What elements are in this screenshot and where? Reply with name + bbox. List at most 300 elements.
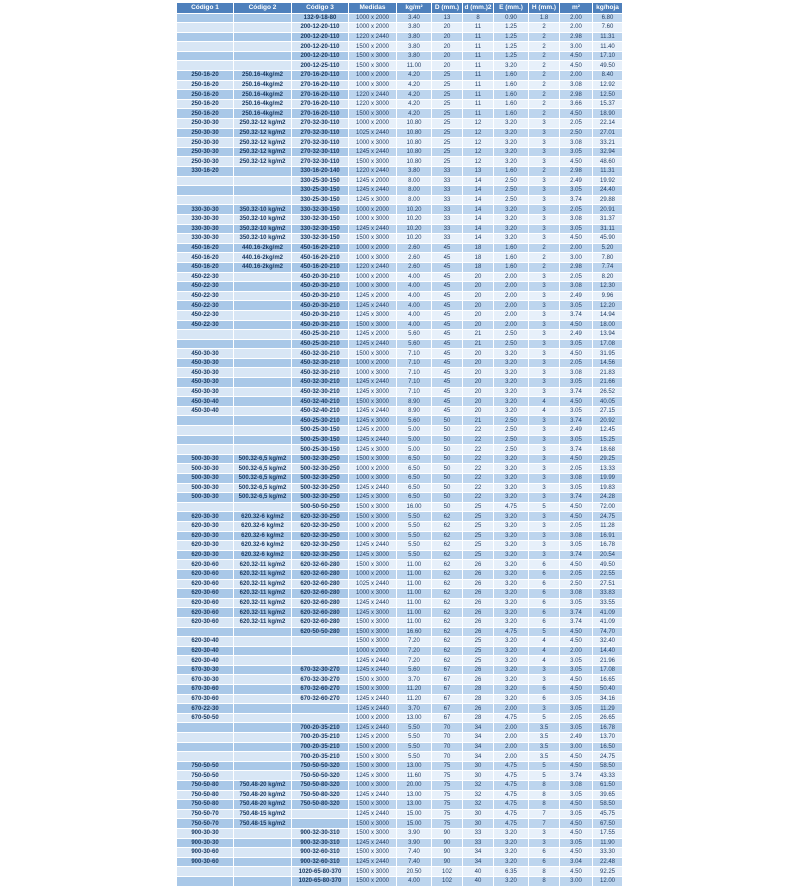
cell-medidas: 1500 x 3000 (349, 637, 397, 647)
cell-kg-m2: 7.40 (397, 848, 432, 858)
cell-d-interior: 12 (463, 147, 494, 157)
column-header-kg-m2: kg/m² (397, 3, 432, 14)
cell-kg-m2: 4.20 (397, 71, 432, 81)
cell-codigo1: 450-30-30 (177, 349, 234, 359)
column-header-medidas: Medidas (349, 3, 397, 14)
cell-d-interior: 14 (463, 234, 494, 244)
cell-e-espesor: 3.20 (494, 521, 529, 531)
cell-codigo2: 750.48-20 kg/m2 (234, 781, 292, 791)
cell-codigo1 (177, 445, 234, 455)
cell-codigo3: 200-12-20-110 (292, 32, 349, 42)
cell-kg-hoja: 12.30 (593, 282, 623, 292)
cell-e-espesor: 4.75 (494, 627, 529, 637)
cell-codigo3: 750-50-80-320 (292, 781, 349, 791)
cell-e-espesor: 3.20 (494, 848, 529, 858)
cell-e-espesor: 1.60 (494, 262, 529, 272)
table-row (177, 685, 623, 695)
cell-h-altura: 3 (529, 310, 560, 320)
table-row (177, 550, 623, 560)
cell-m2: 3.05 (560, 339, 593, 349)
cell-h-altura: 2 (529, 80, 560, 90)
cell-codigo3: 900-32-60-310 (292, 848, 349, 858)
cell-e-espesor: 2.00 (494, 320, 529, 330)
cell-codigo1 (177, 330, 234, 340)
cell-medidas: 1000 x 3000 (349, 368, 397, 378)
cell-d-exterior: 25 (432, 99, 463, 109)
table-row (177, 541, 623, 551)
cell-codigo1: 900-30-60 (177, 848, 234, 858)
cell-h-altura: 3 (529, 454, 560, 464)
cell-codigo1: 750-50-50 (177, 771, 234, 781)
cell-e-espesor: 3.20 (494, 368, 529, 378)
cell-m2: 3.05 (560, 186, 593, 196)
cell-codigo1: 670-30-30 (177, 665, 234, 675)
cell-kg-m2: 11.20 (397, 685, 432, 695)
cell-d-exterior: 20 (432, 23, 463, 33)
cell-codigo3: 330-32-30-150 (292, 214, 349, 224)
cell-kg-hoja: 16.50 (593, 742, 623, 752)
cell-kg-m2: 5.00 (397, 445, 432, 455)
cell-codigo2 (234, 320, 292, 330)
cell-m2: 3.74 (560, 771, 593, 781)
cell-codigo2: 620.32-11 kg/m2 (234, 579, 292, 589)
cell-codigo3: 450-32-40-210 (292, 397, 349, 407)
cell-codigo1: 450-30-30 (177, 368, 234, 378)
cell-d-interior: 13 (463, 167, 494, 177)
table-row (177, 627, 623, 637)
cell-e-espesor: 3.20 (494, 387, 529, 397)
cell-h-altura: 2 (529, 42, 560, 52)
cell-codigo1 (177, 876, 234, 886)
cell-d-exterior: 33 (432, 214, 463, 224)
cell-e-espesor: 3.20 (494, 157, 529, 167)
cell-kg-m2: 7.10 (397, 368, 432, 378)
cell-codigo3: 500-32-30-250 (292, 464, 349, 474)
cell-kg-hoja: 16.78 (593, 723, 623, 733)
cell-e-espesor: 1.25 (494, 42, 529, 52)
cell-medidas: 1220 x 2440 (349, 32, 397, 42)
cell-h-altura: 2 (529, 167, 560, 177)
cell-m2: 2.50 (560, 579, 593, 589)
cell-codigo1: 750-50-80 (177, 790, 234, 800)
cell-kg-m2: 7.10 (397, 378, 432, 388)
cell-e-espesor: 3.20 (494, 838, 529, 848)
cell-e-espesor: 3.20 (494, 378, 529, 388)
cell-d-interior: 26 (463, 589, 494, 599)
cell-codigo3: 620-50-50-280 (292, 627, 349, 637)
cell-d-interior: 30 (463, 771, 494, 781)
cell-codigo3: 750-50-50-320 (292, 761, 349, 771)
cell-d-exterior: 67 (432, 713, 463, 723)
cell-d-interior: 20 (463, 358, 494, 368)
cell-m2: 2.05 (560, 521, 593, 531)
table-row (177, 51, 623, 61)
cell-d-exterior: 20 (432, 61, 463, 71)
cell-e-espesor: 2.00 (494, 272, 529, 282)
cell-d-interior: 22 (463, 426, 494, 436)
cell-codigo2: 350.32-10 kg/m2 (234, 234, 292, 244)
cell-kg-m2: 10.20 (397, 205, 432, 215)
cell-d-exterior: 62 (432, 541, 463, 551)
cell-h-altura: 4 (529, 656, 560, 666)
cell-h-altura: 2 (529, 71, 560, 81)
cell-h-altura: 4 (529, 397, 560, 407)
cell-kg-hoja: 45.75 (593, 809, 623, 819)
cell-kg-hoja: 18.00 (593, 320, 623, 330)
cell-h-altura: 3 (529, 435, 560, 445)
cell-codigo3: 500-25-30-150 (292, 426, 349, 436)
cell-d-exterior: 25 (432, 109, 463, 119)
cell-kg-hoja: 32.40 (593, 637, 623, 647)
cell-codigo3: 500-32-30-250 (292, 493, 349, 503)
cell-d-interior: 22 (463, 464, 494, 474)
cell-d-interior: 34 (463, 857, 494, 867)
cell-kg-m2: 4.20 (397, 90, 432, 100)
cell-codigo2 (234, 637, 292, 647)
cell-codigo1: 500-30-30 (177, 483, 234, 493)
cell-codigo1: 250-30-30 (177, 138, 234, 148)
cell-kg-m2: 10.20 (397, 224, 432, 234)
table-row (177, 358, 623, 368)
cell-medidas: 1500 x 3000 (349, 234, 397, 244)
cell-codigo3: 500-32-30-250 (292, 474, 349, 484)
cell-kg-m2: 10.80 (397, 147, 432, 157)
cell-h-altura: 6 (529, 857, 560, 867)
cell-codigo1: 620-30-30 (177, 512, 234, 522)
cell-codigo2 (234, 282, 292, 292)
cell-kg-hoja: 19.83 (593, 483, 623, 493)
cell-e-espesor: 3.20 (494, 646, 529, 656)
cell-codigo1: 900-30-30 (177, 838, 234, 848)
cell-e-espesor: 3.20 (494, 569, 529, 579)
cell-h-altura: 3.5 (529, 752, 560, 762)
cell-codigo3: 270-16-20-110 (292, 99, 349, 109)
cell-h-altura: 8 (529, 876, 560, 886)
cell-m2: 3.08 (560, 781, 593, 791)
cell-codigo1: 620-30-60 (177, 589, 234, 599)
cell-e-espesor: 3.20 (494, 214, 529, 224)
cell-kg-hoja: 16.91 (593, 531, 623, 541)
cell-d-exterior: 62 (432, 550, 463, 560)
cell-codigo2 (234, 272, 292, 282)
cell-kg-hoja: 20.91 (593, 205, 623, 215)
table-row (177, 761, 623, 771)
cell-kg-m2: 5.60 (397, 665, 432, 675)
cell-codigo1: 450-22-30 (177, 291, 234, 301)
cell-codigo2: 250.16-4kg/m2 (234, 90, 292, 100)
cell-h-altura: 3 (529, 214, 560, 224)
cell-medidas: 1000 x 2000 (349, 569, 397, 579)
cell-e-espesor: 3.20 (494, 205, 529, 215)
cell-codigo3: 450-20-30-210 (292, 301, 349, 311)
cell-kg-m2: 3.80 (397, 32, 432, 42)
cell-codigo1 (177, 426, 234, 436)
cell-m2: 4.50 (560, 800, 593, 810)
cell-codigo3: 500-50-50-250 (292, 502, 349, 512)
cell-h-altura: 3 (529, 128, 560, 138)
product-table-container (176, 2, 623, 887)
cell-m2: 4.50 (560, 819, 593, 829)
cell-e-espesor: 3.20 (494, 61, 529, 71)
cell-codigo2 (234, 867, 292, 877)
cell-codigo3: 620-32-30-250 (292, 550, 349, 560)
cell-codigo3: 750-50-50-320 (292, 771, 349, 781)
cell-kg-hoja: 33.55 (593, 598, 623, 608)
cell-d-interior: 34 (463, 848, 494, 858)
cell-d-interior: 20 (463, 349, 494, 359)
cell-codigo2 (234, 397, 292, 407)
cell-codigo2: 620.32-6 kg/m2 (234, 531, 292, 541)
cell-kg-m2: 13.00 (397, 790, 432, 800)
cell-m2: 4.50 (560, 828, 593, 838)
cell-h-altura: 2 (529, 61, 560, 71)
cell-e-espesor: 1.60 (494, 167, 529, 177)
cell-d-interior: 12 (463, 157, 494, 167)
cell-d-interior: 20 (463, 387, 494, 397)
cell-codigo2 (234, 723, 292, 733)
table-row (177, 454, 623, 464)
table-row (177, 771, 623, 781)
column-header-codigo3: Código 3 (292, 3, 349, 14)
cell-codigo1 (177, 176, 234, 186)
cell-d-exterior: 67 (432, 694, 463, 704)
cell-kg-m2: 4.00 (397, 291, 432, 301)
cell-kg-m2: 4.00 (397, 301, 432, 311)
cell-e-espesor: 3.20 (494, 147, 529, 157)
cell-codigo1: 620-30-40 (177, 656, 234, 666)
cell-codigo3: 500-25-30-150 (292, 445, 349, 455)
cell-medidas: 1500 x 3000 (349, 560, 397, 570)
cell-kg-m2: 16.00 (397, 502, 432, 512)
table-row (177, 876, 623, 886)
cell-d-interior: 12 (463, 119, 494, 129)
cell-d-interior: 20 (463, 378, 494, 388)
cell-codigo1: 620-30-30 (177, 550, 234, 560)
cell-codigo2: 620.32-6 kg/m2 (234, 521, 292, 531)
cell-d-exterior: 50 (432, 454, 463, 464)
cell-m2: 2.05 (560, 713, 593, 723)
cell-e-espesor: 2.50 (494, 416, 529, 426)
cell-kg-hoja: 9.96 (593, 291, 623, 301)
cell-codigo3: 450-32-30-210 (292, 378, 349, 388)
cell-m2: 3.05 (560, 406, 593, 416)
cell-codigo2: 350.32-10 kg/m2 (234, 205, 292, 215)
cell-m2: 2.49 (560, 176, 593, 186)
cell-kg-m2: 4.20 (397, 99, 432, 109)
cell-e-espesor: 1.60 (494, 71, 529, 81)
cell-medidas: 1245 x 2440 (349, 656, 397, 666)
cell-d-interior: 30 (463, 819, 494, 829)
table-row (177, 848, 623, 858)
cell-m2: 2.98 (560, 90, 593, 100)
cell-codigo2 (234, 685, 292, 695)
cell-h-altura: 3 (529, 416, 560, 426)
cell-d-interior: 34 (463, 733, 494, 743)
cell-h-altura: 3 (529, 387, 560, 397)
cell-medidas: 1500 x 3000 (349, 397, 397, 407)
cell-codigo1: 750-50-80 (177, 800, 234, 810)
cell-codigo2: 250.32-12 kg/m2 (234, 147, 292, 157)
cell-kg-hoja: 24.40 (593, 186, 623, 196)
cell-codigo2: 620.32-6 kg/m2 (234, 550, 292, 560)
cell-kg-m2: 3.80 (397, 51, 432, 61)
cell-codigo1: 450-30-30 (177, 387, 234, 397)
cell-h-altura: 3 (529, 665, 560, 675)
cell-e-espesor: 3.20 (494, 857, 529, 867)
cell-codigo3: 500-25-30-150 (292, 435, 349, 445)
cell-kg-hoja: 14.40 (593, 646, 623, 656)
cell-kg-hoja: 20.54 (593, 550, 623, 560)
cell-medidas: 1000 x 2000 (349, 13, 397, 23)
cell-kg-m2: 4.00 (397, 310, 432, 320)
cell-medidas: 1025 x 2440 (349, 128, 397, 138)
cell-codigo3 (292, 819, 349, 829)
cell-m2: 4.50 (560, 109, 593, 119)
table-row (177, 109, 623, 119)
cell-e-espesor: 3.20 (494, 560, 529, 570)
cell-e-espesor: 3.20 (494, 224, 529, 234)
cell-m2: 2.00 (560, 13, 593, 23)
cell-codigo2: 620.32-11 kg/m2 (234, 617, 292, 627)
cell-codigo3: 620-32-60-280 (292, 608, 349, 618)
cell-d-exterior: 45 (432, 368, 463, 378)
cell-d-exterior: 20 (432, 42, 463, 52)
cell-codigo3 (292, 656, 349, 666)
cell-d-exterior: 45 (432, 262, 463, 272)
cell-d-interior: 18 (463, 262, 494, 272)
cell-codigo1: 450-30-30 (177, 378, 234, 388)
cell-d-exterior: 45 (432, 272, 463, 282)
cell-d-exterior: 67 (432, 675, 463, 685)
cell-codigo3: 450-32-30-210 (292, 358, 349, 368)
cell-codigo3: 270-16-20-110 (292, 90, 349, 100)
cell-d-exterior: 102 (432, 876, 463, 886)
cell-kg-m2: 8.00 (397, 186, 432, 196)
cell-m2: 4.50 (560, 320, 593, 330)
cell-h-altura: 6 (529, 617, 560, 627)
cell-codigo2 (234, 167, 292, 177)
cell-m2: 3.00 (560, 42, 593, 52)
cell-codigo1: 500-30-30 (177, 454, 234, 464)
cell-codigo3: 270-32-30-110 (292, 147, 349, 157)
cell-codigo2: 250.32-12 kg/m2 (234, 119, 292, 129)
cell-m2: 2.05 (560, 119, 593, 129)
cell-codigo2 (234, 675, 292, 685)
cell-medidas: 1500 x 2000 (349, 742, 397, 752)
cell-m2: 2.05 (560, 569, 593, 579)
cell-codigo3: 620-32-30-250 (292, 512, 349, 522)
cell-codigo1: 670-30-60 (177, 694, 234, 704)
cell-kg-m2: 5.50 (397, 512, 432, 522)
cell-codigo1: 250-30-30 (177, 119, 234, 129)
cell-m2: 3.74 (560, 445, 593, 455)
cell-kg-m2: 5.50 (397, 550, 432, 560)
cell-d-interior: 11 (463, 71, 494, 81)
cell-e-espesor: 3.20 (494, 637, 529, 647)
cell-kg-hoja: 24.28 (593, 493, 623, 503)
table-row (177, 713, 623, 723)
cell-m2: 3.05 (560, 378, 593, 388)
cell-m2: 2.49 (560, 733, 593, 743)
cell-h-altura: 3 (529, 272, 560, 282)
cell-h-altura: 3 (529, 301, 560, 311)
cell-d-exterior: 75 (432, 809, 463, 819)
cell-kg-hoja: 27.01 (593, 128, 623, 138)
cell-medidas: 1245 x 2440 (349, 435, 397, 445)
cell-h-altura: 3 (529, 234, 560, 244)
cell-h-altura: 3 (529, 474, 560, 484)
cell-e-espesor: 0.90 (494, 13, 529, 23)
cell-kg-hoja: 19.99 (593, 474, 623, 484)
cell-codigo1: 250-16-20 (177, 109, 234, 119)
cell-medidas: 1000 x 2000 (349, 358, 397, 368)
cell-d-interior: 25 (463, 531, 494, 541)
cell-codigo2 (234, 733, 292, 743)
cell-kg-m2: 6.50 (397, 454, 432, 464)
cell-m2: 3.74 (560, 387, 593, 397)
cell-kg-hoja: 17.08 (593, 665, 623, 675)
cell-kg-m2: 4.00 (397, 282, 432, 292)
cell-kg-hoja: 7.74 (593, 262, 623, 272)
cell-codigo3: 450-16-20-210 (292, 243, 349, 253)
cell-d-exterior: 75 (432, 790, 463, 800)
cell-codigo2: 440.16-2kg/m2 (234, 243, 292, 253)
cell-codigo2 (234, 378, 292, 388)
cell-codigo2 (234, 694, 292, 704)
table-row (177, 617, 623, 627)
cell-d-exterior: 45 (432, 243, 463, 253)
cell-medidas: 1500 x 3000 (349, 752, 397, 762)
table-row (177, 71, 623, 81)
table-row (177, 23, 623, 33)
cell-kg-m2: 16.60 (397, 627, 432, 637)
cell-codigo1: 250-30-30 (177, 147, 234, 157)
cell-e-espesor: 1.60 (494, 253, 529, 263)
cell-codigo1: 900-30-60 (177, 857, 234, 867)
cell-codigo1: 450-16-20 (177, 262, 234, 272)
cell-d-interior: 14 (463, 176, 494, 186)
cell-d-interior: 32 (463, 790, 494, 800)
cell-medidas: 1245 x 2440 (349, 704, 397, 714)
cell-codigo2: 440.16-2kg/m2 (234, 253, 292, 263)
cell-kg-hoja: 19.92 (593, 176, 623, 186)
cell-codigo2 (234, 665, 292, 675)
cell-medidas: 1245 x 3000 (349, 771, 397, 781)
cell-d-interior: 32 (463, 781, 494, 791)
cell-kg-m2: 4.00 (397, 320, 432, 330)
cell-d-interior: 18 (463, 253, 494, 263)
table-row (177, 512, 623, 522)
cell-codigo1 (177, 42, 234, 52)
column-header-h-altura: H (mm.) (529, 3, 560, 14)
cell-kg-hoja: 58.50 (593, 761, 623, 771)
cell-codigo2 (234, 349, 292, 359)
cell-m2: 4.50 (560, 234, 593, 244)
cell-codigo3: 900-32-60-310 (292, 857, 349, 867)
cell-codigo2: 250.16-4kg/m2 (234, 109, 292, 119)
cell-d-exterior: 50 (432, 483, 463, 493)
cell-kg-hoja: 8.40 (593, 71, 623, 81)
cell-e-espesor: 3.20 (494, 483, 529, 493)
cell-kg-hoja: 13.94 (593, 330, 623, 340)
cell-m2: 2.05 (560, 272, 593, 282)
cell-codigo3: 450-20-30-210 (292, 282, 349, 292)
cell-h-altura: 4 (529, 406, 560, 416)
cell-medidas: 1500 x 3000 (349, 617, 397, 627)
cell-codigo1 (177, 723, 234, 733)
cell-medidas: 1000 x 2000 (349, 713, 397, 723)
cell-medidas: 1500 x 3000 (349, 502, 397, 512)
